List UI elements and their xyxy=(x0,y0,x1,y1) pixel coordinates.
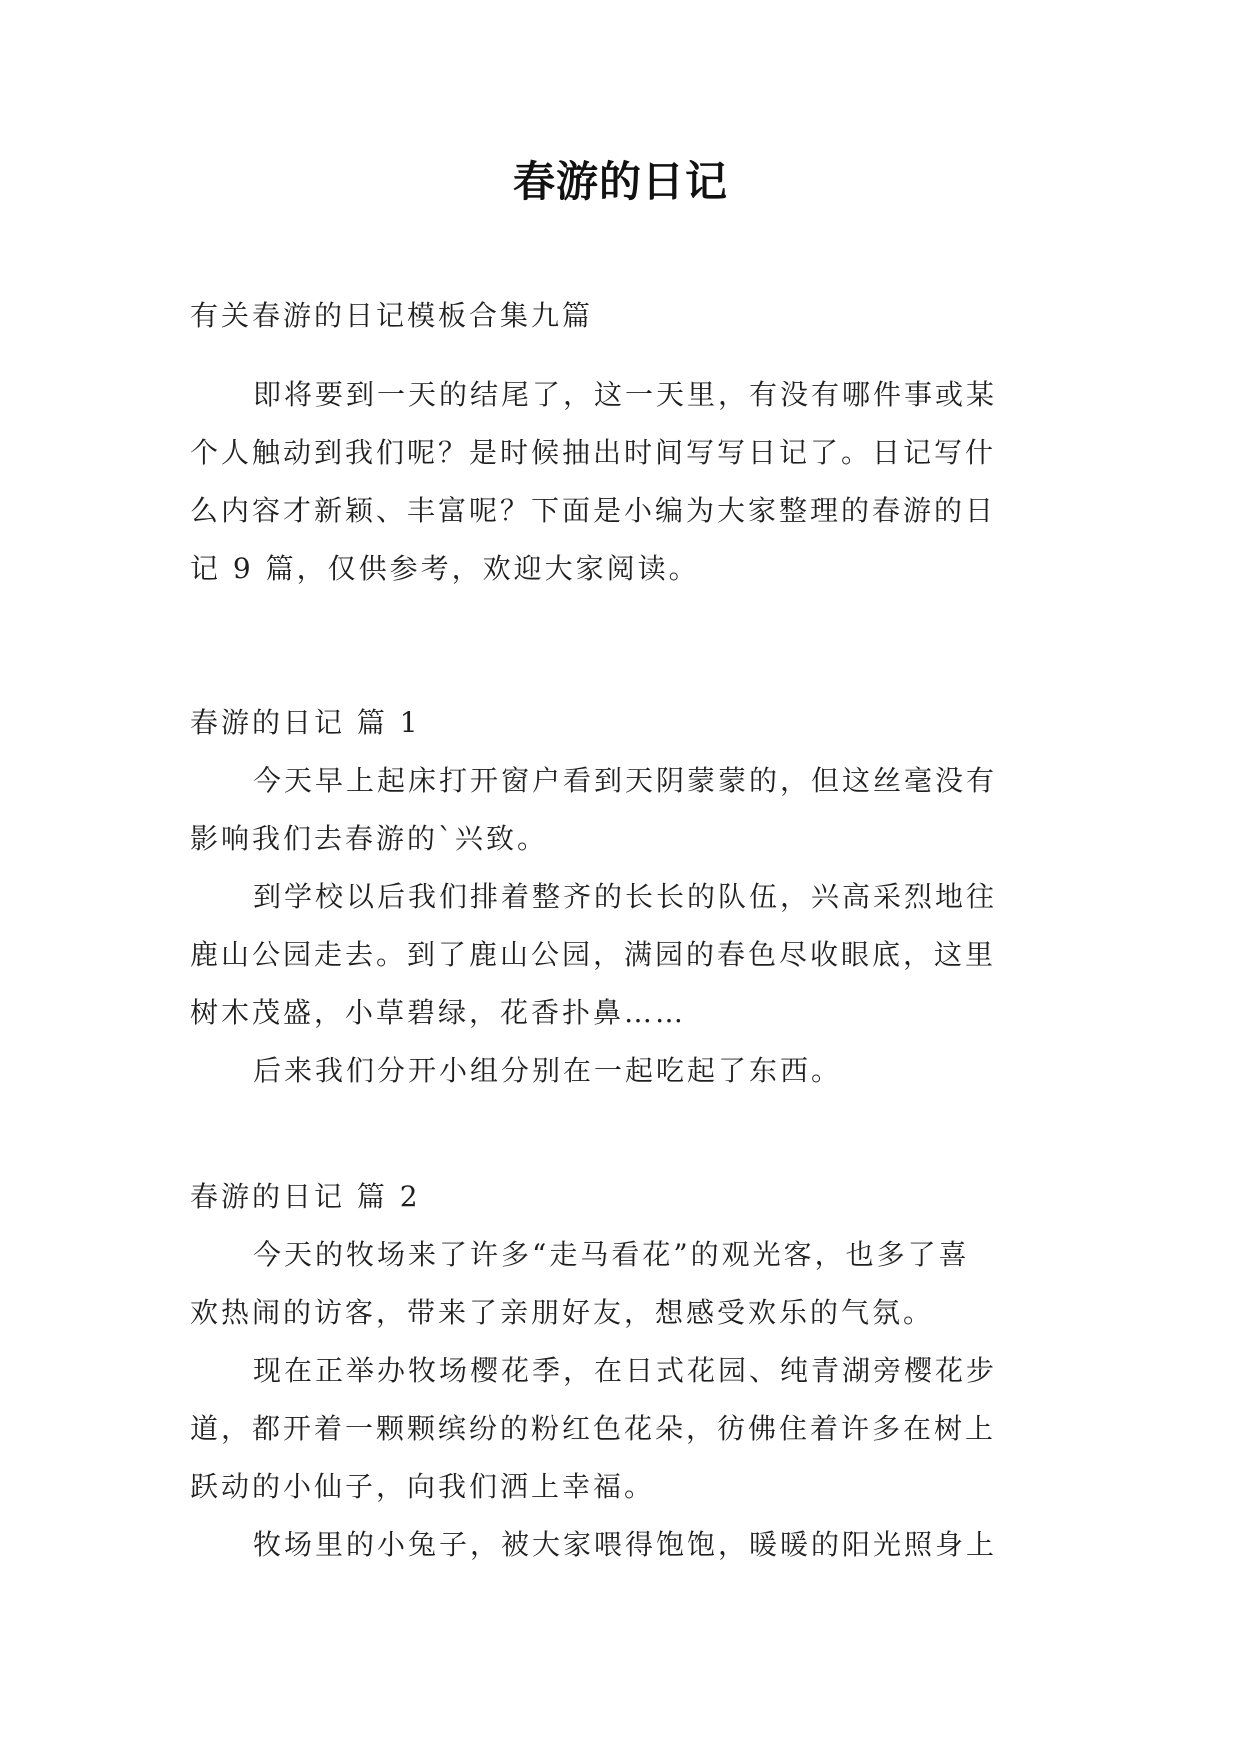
paragraph-line: 到学校以后我们排着整齐的长长的队伍，兴高采烈地往 xyxy=(253,880,998,913)
intro-paragraph xyxy=(190,366,1055,598)
section-heading: 春游的日记 篇 1 xyxy=(190,706,421,739)
paragraph-line: 鹿山公园走去。到了鹿山公园，满园的春色尽收眼底，这里 xyxy=(190,938,997,971)
paragraph-line: 记 9 篇，仅供参考，欢迎大家阅读。 xyxy=(190,552,700,585)
paragraph-line: 么内容才新颖、丰富呢？下面是小编为大家整理的春游的日 xyxy=(190,494,997,527)
paragraph-line: 道，都开着一颗颗缤纷的粉红色花朵，彷佛住着许多在树上 xyxy=(190,1412,997,1445)
paragraph-line: 今天的牧场来了许多“走马看花”的观光客，也多了喜 xyxy=(253,1238,970,1271)
paragraph-line: 牧场里的小兔子，被大家喂得饱饱，暖暖的阳光照身上 xyxy=(253,1528,998,1561)
paragraph-line: 后来我们分开小组分别在一起吃起了东西。 xyxy=(253,1054,843,1087)
paragraph-line: 现在正举办牧场樱花季，在日式花园、纯青湖旁樱花步 xyxy=(253,1354,998,1387)
section-heading: 春游的日记 篇 2 xyxy=(190,1180,421,1213)
paragraph-line: 即将要到一天的结尾了，这一天里，有没有哪件事或某 xyxy=(253,378,998,411)
paragraph-line: 跃动的小仙子，向我们洒上幸福。 xyxy=(190,1470,656,1503)
paragraph-line: 影响我们去春游的`兴致。 xyxy=(190,822,549,855)
document-subtitle: 有关春游的日记模板合集九篇 xyxy=(190,299,594,332)
paragraph-line: 树木茂盛，小草碧绿，花香扑鼻…… xyxy=(190,996,687,1029)
section-2 xyxy=(190,1168,1055,1574)
paragraph-line: 欢热闹的访客，带来了亲朋好友，想感受欢乐的气氛。 xyxy=(190,1296,935,1329)
section-1 xyxy=(190,694,1055,1100)
document-title: 春游的日记 xyxy=(512,157,728,206)
paragraph-line: 今天早上起床打开窗户看到天阴蒙蒙的，但这丝毫没有 xyxy=(253,764,998,797)
paragraph-line: 个人触动到我们呢？是时候抽出时间写写日记了。日记写什 xyxy=(190,436,997,469)
